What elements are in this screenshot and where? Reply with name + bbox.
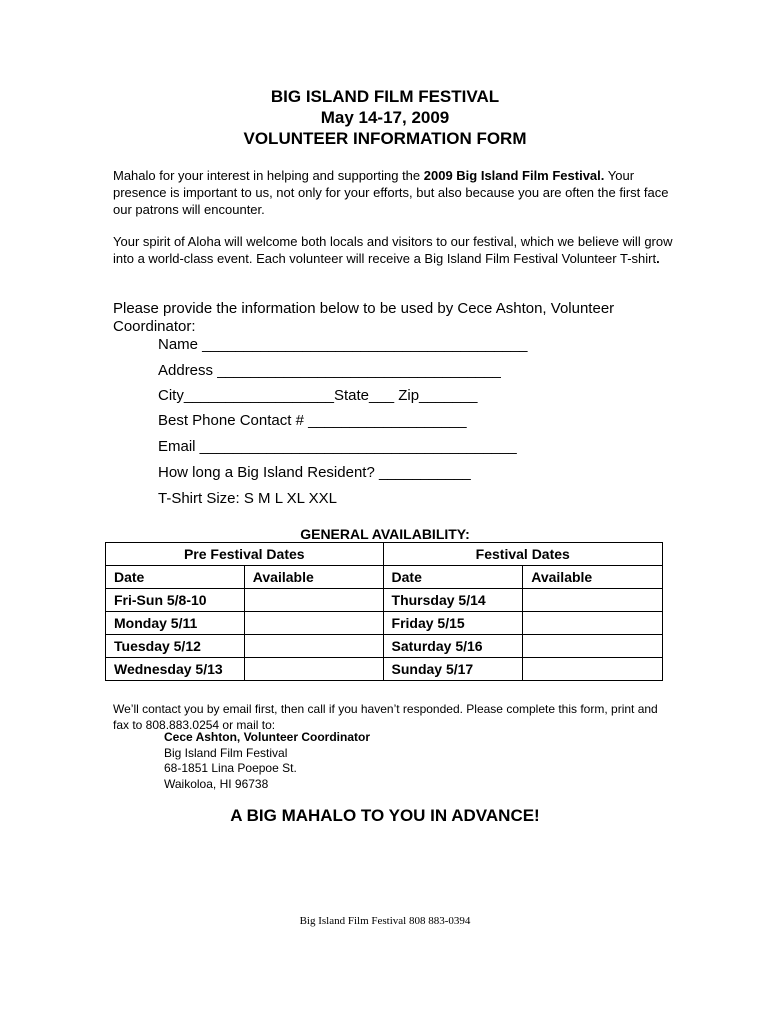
pre-available-cell[interactable]	[244, 589, 383, 612]
name-field[interactable]: Name _______________________________________	[158, 336, 528, 353]
table-row	[106, 612, 663, 635]
mailing-address	[164, 730, 370, 792]
fest-date-cell: Thursday 5/14	[383, 589, 523, 612]
page-footer: Big Island Film Festival 808 883-0394	[299, 915, 471, 927]
fest-available-column-header: Available	[523, 566, 663, 589]
city-state-zip-field[interactable]: City__________________State___ Zip_______	[158, 387, 478, 404]
pre-available-cell[interactable]	[244, 658, 383, 681]
pre-date-column-header: Date	[106, 566, 245, 589]
address-street: 68-1851 Lina Poepoe St.	[164, 761, 297, 775]
fest-date-cell: Sunday 5/17	[383, 658, 523, 681]
fest-available-cell[interactable]	[523, 658, 663, 681]
table-row	[106, 658, 663, 681]
table-row	[106, 635, 663, 658]
pre-date-cell: Monday 5/11	[106, 612, 245, 635]
availability-title: GENERAL AVAILABILITY:	[300, 526, 470, 542]
tshirt-size-field[interactable]: T-Shirt Size: S M L XL XXL	[158, 490, 337, 507]
address-organization: Big Island Film Festival	[164, 745, 288, 760]
form-title-line1: BIG ISLAND FILM FESTIVAL	[270, 87, 500, 106]
pre-available-cell[interactable]	[244, 635, 383, 658]
column-header-row	[106, 566, 663, 589]
intro-paragraph-1	[113, 167, 673, 218]
intro-p1-start: Mahalo for your interest in helping and supporting the	[113, 168, 424, 183]
form-title-dates: May 14-17, 2009	[320, 108, 450, 127]
form-title-line3: VOLUNTEER INFORMATION FORM	[243, 129, 527, 148]
intro-p2-text: Your spirit of Aloha will welcome both locals and visitors to our festival, which we believe will grow into a world-class event. Each volunteer will receive a Big Island Film Festival Volunteer T-shirt	[113, 234, 673, 266]
intro-p1-rest: Your presence is important to us, not only for your efforts, but also because you are often the first face our patrons will encounter.	[113, 168, 669, 217]
phone-field[interactable]: Best Phone Contact # ___________________	[158, 412, 467, 429]
closing-message: A BIG MAHALO TO YOU IN ADVANCE!	[230, 806, 540, 825]
fest-available-cell[interactable]	[523, 635, 663, 658]
pre-date-cell: Fri-Sun 5/8-10	[106, 589, 245, 612]
intro-p1-bold: 2009 Big Island Film Festival.	[423, 168, 605, 183]
intro-p2-end: .	[656, 251, 660, 266]
address-city: Waikoloa, HI 96738	[164, 776, 269, 791]
fest-date-column-header: Date	[383, 566, 523, 589]
pre-available-column-header: Available	[244, 566, 383, 589]
festival-header: Festival Dates	[383, 543, 662, 566]
fest-date-cell: Friday 5/15	[383, 612, 523, 635]
fest-available-cell[interactable]	[523, 612, 663, 635]
contact-instructions: We’ll contact you by email first, then call if you haven’t responded. Please complete this form, print and fax to 808.883.0254 or mail to:	[113, 702, 658, 732]
availability-table	[105, 542, 663, 681]
email-field[interactable]: Email ______________________________________	[158, 438, 517, 455]
address-recipient: Cece Ashton, Volunteer Coordinator	[164, 730, 371, 744]
resident-duration-field[interactable]: How long a Big Island Resident? ___________	[158, 464, 471, 481]
address-field[interactable]: Address __________________________________	[158, 362, 501, 379]
pre-festival-header: Pre Festival Dates	[106, 543, 384, 566]
pre-available-cell[interactable]	[244, 612, 383, 635]
intro-paragraph-3: Please provide the information below to be used by Cece Ashton, Volunteer Coordinator:	[113, 300, 615, 335]
fest-date-cell: Saturday 5/16	[383, 635, 523, 658]
pre-date-cell: Tuesday 5/12	[106, 635, 245, 658]
intro-paragraph-2	[113, 233, 673, 267]
fest-available-cell[interactable]	[523, 589, 663, 612]
pre-date-cell: Wednesday 5/13	[106, 658, 245, 681]
availability-header-row	[106, 543, 663, 566]
table-row	[106, 589, 663, 612]
